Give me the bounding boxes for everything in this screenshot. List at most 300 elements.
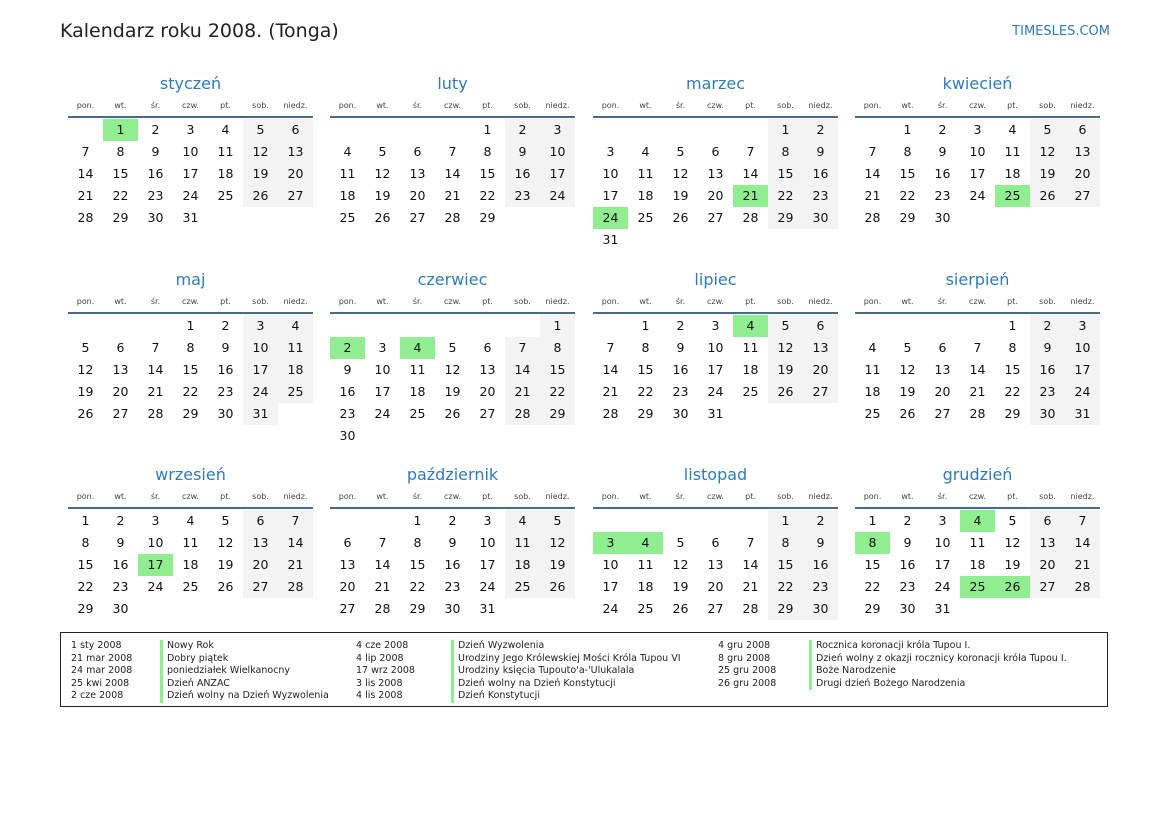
day-cell: 7 (81, 144, 90, 159)
empty-cell (663, 510, 698, 532)
month-calendar (68, 269, 313, 425)
weekday-label: sob. (514, 492, 531, 501)
empty-cell (208, 207, 243, 229)
day-cell: 21 (969, 384, 986, 399)
day-cell: 22 (77, 579, 94, 594)
day-cell: 17 (243, 359, 278, 381)
day-cell: 24 (540, 185, 575, 207)
weekday-label: sob. (1039, 101, 1056, 110)
day-cell: 3 (973, 122, 982, 137)
day-cell: 17 (934, 557, 951, 572)
weekday-label: pt. (220, 492, 231, 501)
weekday-label: czw. (969, 492, 986, 501)
weekday-label: czw. (182, 101, 199, 110)
day-cell: 5 (1008, 513, 1017, 528)
day-cell: 8 (186, 340, 195, 355)
day-cell: 11 (969, 535, 986, 550)
day-cell: 19 (374, 188, 391, 203)
day-cell: 12 (540, 532, 575, 554)
day-cell: 29 (768, 207, 803, 229)
day-cell: 6 (711, 535, 720, 550)
week-row (855, 163, 1100, 185)
empty-cell (243, 207, 278, 229)
day-cell: 17 (374, 384, 391, 399)
day-cell: 3 (938, 513, 947, 528)
day-cell: 13 (707, 557, 724, 572)
day-grid (855, 510, 1100, 620)
day-cell: 28 (444, 210, 461, 225)
weekday-label: śr. (937, 297, 948, 306)
day-cell: 16 (803, 163, 838, 185)
day-cell: 25 (409, 406, 426, 421)
weekday-label: wt. (901, 101, 914, 110)
day-cell: 7 (448, 144, 457, 159)
weekday-label: pt. (1007, 297, 1018, 306)
day-cell: 9 (505, 141, 540, 163)
week-row (68, 315, 313, 337)
empty-cell (330, 119, 365, 141)
empty-cell (540, 425, 575, 447)
day-cell: 26 (243, 185, 278, 207)
day-cell: 25 (960, 576, 995, 598)
day-cell: 2 (676, 318, 685, 333)
page-title: Kalendarz roku 2008. (Tonga) (60, 20, 339, 42)
month-name: kwiecień (942, 74, 1013, 93)
day-cell: 5 (540, 510, 575, 532)
empty-cell (505, 315, 540, 337)
week-row (68, 337, 313, 359)
day-cell: 13 (803, 337, 838, 359)
day-cell: 20 (409, 188, 426, 203)
site-link[interactable]: TIMESLES.COM (1012, 24, 1110, 39)
day-cell: 1 (868, 513, 877, 528)
day-cell: 7 (746, 144, 755, 159)
month-calendar (330, 269, 575, 447)
day-cell: 29 (899, 210, 916, 225)
day-cell: 14 (444, 166, 461, 181)
weekday-header (68, 490, 313, 504)
day-cell: 5 (448, 340, 457, 355)
weekday-label: pon. (601, 492, 620, 501)
day-grid (593, 119, 838, 251)
day-cell: 16 (672, 362, 689, 377)
month-calendar (593, 464, 838, 620)
day-cell: 8 (855, 532, 890, 554)
day-cell: 30 (803, 598, 838, 620)
week-row (593, 403, 838, 425)
weekday-label: wt. (114, 297, 127, 306)
day-cell: 12 (374, 166, 391, 181)
day-cell: 5 (221, 513, 230, 528)
day-cell: 29 (409, 601, 426, 616)
day-cell: 3 (151, 513, 160, 528)
weekday-header (855, 295, 1100, 309)
month-name: maj (175, 270, 206, 289)
weekday-label: pt. (482, 492, 493, 501)
legend-date: 26 gru 2008 (718, 677, 777, 689)
day-cell: 30 (672, 406, 689, 421)
week-row (330, 141, 575, 163)
day-cell: 2 (221, 318, 230, 333)
legend-date-column (718, 640, 776, 690)
empty-cell (173, 598, 208, 620)
weekday-label: niedz. (545, 297, 570, 306)
week-row (330, 598, 575, 620)
day-cell: 27 (339, 601, 356, 616)
weekday-label: wt. (376, 101, 389, 110)
week-row (330, 185, 575, 207)
day-cell: 23 (803, 185, 838, 207)
week-row (68, 381, 313, 403)
day-cell: 13 (278, 141, 313, 163)
day-cell: 26 (444, 406, 461, 421)
day-cell: 12 (243, 141, 278, 163)
weekday-label: czw. (444, 297, 461, 306)
day-cell: 8 (540, 337, 575, 359)
day-cell: 17 (602, 579, 619, 594)
day-cell: 20 (339, 579, 356, 594)
day-cell: 30 (217, 406, 234, 421)
day-cell: 21 (278, 554, 313, 576)
day-cell: 26 (374, 210, 391, 225)
day-cell: 29 (479, 210, 496, 225)
day-cell: 31 (707, 406, 724, 421)
week-row (855, 337, 1100, 359)
weekday-label: pon. (76, 297, 95, 306)
header-rule (593, 312, 838, 314)
day-cell: 9 (938, 144, 947, 159)
empty-cell (365, 510, 400, 532)
day-cell: 23 (934, 188, 951, 203)
day-cell: 23 (339, 406, 356, 421)
empty-cell (768, 403, 803, 425)
day-cell: 14 (374, 557, 391, 572)
weekday-label: śr. (675, 492, 686, 501)
day-cell: 11 (182, 535, 199, 550)
empty-cell (698, 510, 733, 532)
empty-cell (663, 229, 698, 251)
day-cell: 9 (803, 532, 838, 554)
day-cell: 9 (221, 340, 230, 355)
day-cell: 14 (77, 166, 94, 181)
weekday-label: wt. (639, 297, 652, 306)
month-calendar (593, 269, 838, 425)
weekday-label: czw. (182, 297, 199, 306)
day-cell: 12 (444, 362, 461, 377)
weekday-label: pt. (1007, 101, 1018, 110)
week-row (68, 510, 313, 532)
empty-cell (628, 119, 663, 141)
empty-cell (995, 207, 1030, 229)
day-cell: 13 (243, 532, 278, 554)
day-cell: 8 (81, 535, 90, 550)
day-cell: 2 (448, 513, 457, 528)
day-cell: 27 (479, 406, 496, 421)
empty-cell (243, 598, 278, 620)
day-cell: 12 (672, 166, 689, 181)
day-cell: 29 (77, 601, 94, 616)
day-cell: 30 (339, 428, 356, 443)
day-cell: 17 (138, 554, 173, 576)
day-cell: 20 (479, 384, 496, 399)
week-row (593, 532, 838, 554)
day-cell: 16 (217, 362, 234, 377)
day-cell: 7 (151, 340, 160, 355)
day-cell: 20 (1065, 163, 1100, 185)
weekday-label: pon. (338, 297, 357, 306)
weekday-label: sob. (777, 101, 794, 110)
day-cell: 29 (112, 210, 129, 225)
day-cell: 15 (768, 163, 803, 185)
day-cell: 14 (602, 362, 619, 377)
day-cell: 17 (707, 362, 724, 377)
day-cell: 25 (505, 576, 540, 598)
day-cell: 19 (217, 557, 234, 572)
week-row (330, 510, 575, 532)
weekday-header (330, 490, 575, 504)
weekday-label: niedz. (808, 101, 833, 110)
weekday-label: pt. (220, 297, 231, 306)
day-cell: 23 (147, 188, 164, 203)
empty-cell (505, 425, 540, 447)
weekday-header (855, 490, 1100, 504)
header-rule (330, 312, 575, 314)
week-row (593, 315, 838, 337)
week-row (855, 359, 1100, 381)
day-cell: 15 (899, 166, 916, 181)
empty-cell (855, 119, 890, 141)
day-cell: 22 (899, 188, 916, 203)
empty-cell (960, 207, 995, 229)
day-cell: 24 (969, 188, 986, 203)
empty-cell (628, 229, 663, 251)
day-cell: 25 (339, 210, 356, 225)
holiday-legend (60, 632, 1108, 707)
day-cell: 24 (602, 601, 619, 616)
weekday-label: śr. (150, 492, 161, 501)
day-grid (593, 510, 838, 620)
empty-cell (733, 510, 768, 532)
day-cell: 25 (637, 601, 654, 616)
weekday-label: niedz. (545, 492, 570, 501)
week-row (593, 554, 838, 576)
day-cell: 24 (593, 207, 628, 229)
month-calendar (330, 464, 575, 620)
day-cell: 8 (413, 535, 422, 550)
day-cell: 24 (374, 406, 391, 421)
weekday-label: pon. (863, 297, 882, 306)
empty-cell (628, 510, 663, 532)
legend-holiday-name: Urodziny Jego Królewskiej Mości Króla Tupou VI (458, 652, 681, 664)
day-cell: 1 (413, 513, 422, 528)
legend-holiday-name: Rocznica koronacji króla Tupou I. (816, 640, 971, 651)
week-row (330, 163, 575, 185)
day-cell: 4 (343, 144, 352, 159)
day-cell: 19 (1004, 557, 1021, 572)
empty-cell (435, 425, 470, 447)
day-cell: 15 (112, 166, 129, 181)
day-cell: 26 (899, 406, 916, 421)
day-cell: 4 (186, 513, 195, 528)
day-cell: 13 (409, 166, 426, 181)
empty-cell (400, 119, 435, 141)
day-cell: 9 (151, 144, 160, 159)
empty-cell (505, 207, 540, 229)
day-cell: 13 (479, 362, 496, 377)
day-cell: 21 (742, 579, 759, 594)
weekday-label: pt. (482, 101, 493, 110)
day-cell: 13 (1065, 141, 1100, 163)
day-cell: 10 (969, 144, 986, 159)
day-cell: 12 (77, 362, 94, 377)
day-cell: 18 (505, 554, 540, 576)
day-cell: 28 (77, 210, 94, 225)
weekday-label: sob. (514, 297, 531, 306)
day-cell: 31 (182, 210, 199, 225)
day-cell: 25 (742, 384, 759, 399)
day-cell: 11 (742, 340, 759, 355)
week-row (855, 532, 1100, 554)
day-cell: 7 (746, 535, 755, 550)
day-cell: 30 (899, 601, 916, 616)
weekday-label: czw. (969, 101, 986, 110)
day-cell: 15 (768, 554, 803, 576)
day-cell: 18 (278, 359, 313, 381)
weekday-label: pon. (76, 492, 95, 501)
empty-cell (68, 119, 103, 141)
empty-cell (960, 598, 995, 620)
legend-holiday-name: poniedziałek Wielkanocny (167, 665, 291, 677)
day-cell: 16 (505, 163, 540, 185)
week-row (593, 576, 838, 598)
day-cell: 12 (899, 362, 916, 377)
empty-cell (803, 403, 838, 425)
weekday-label: pt. (220, 101, 231, 110)
weekday-label: śr. (675, 101, 686, 110)
day-cell: 9 (448, 535, 457, 550)
day-cell: 4 (628, 532, 663, 554)
day-cell: 10 (479, 535, 496, 550)
weekday-label: pt. (745, 297, 756, 306)
day-cell: 10 (602, 557, 619, 572)
day-cell: 11 (1004, 144, 1021, 159)
empty-cell (540, 207, 575, 229)
weekday-label: niedz. (1070, 492, 1095, 501)
day-grid (68, 510, 313, 620)
day-cell: 13 (112, 362, 129, 377)
month-calendar (330, 73, 575, 229)
week-row (68, 119, 313, 141)
day-cell: 24 (182, 188, 199, 203)
day-cell: 1 (903, 122, 912, 137)
day-cell: 9 (676, 340, 685, 355)
day-cell: 27 (112, 406, 129, 421)
day-cell: 22 (768, 185, 803, 207)
weekday-label: sob. (252, 101, 269, 110)
day-cell: 7 (1065, 510, 1100, 532)
day-cell: 18 (1004, 166, 1021, 181)
day-cell: 9 (116, 535, 125, 550)
day-cell: 15 (77, 557, 94, 572)
day-cell: 31 (1065, 403, 1100, 425)
day-cell: 20 (803, 359, 838, 381)
weekday-label: wt. (639, 492, 652, 501)
month-calendar (593, 73, 838, 251)
day-cell: 16 (803, 554, 838, 576)
empty-cell (208, 598, 243, 620)
day-cell: 29 (1004, 406, 1021, 421)
day-cell: 6 (278, 119, 313, 141)
day-cell: 20 (112, 384, 129, 399)
weekday-label: śr. (937, 101, 948, 110)
day-cell: 1 (540, 315, 575, 337)
weekday-label: sob. (514, 101, 531, 110)
day-cell: 31 (243, 403, 278, 425)
day-cell: 2 (330, 337, 365, 359)
day-cell: 10 (602, 166, 619, 181)
day-cell: 27 (278, 185, 313, 207)
day-cell: 30 (1030, 403, 1065, 425)
month-name: wrzesień (155, 465, 226, 484)
empty-cell (138, 315, 173, 337)
week-row (593, 119, 838, 141)
day-cell: 8 (903, 144, 912, 159)
day-cell: 21 (444, 188, 461, 203)
day-cell: 27 (707, 210, 724, 225)
day-grid (330, 510, 575, 620)
empty-cell (138, 598, 173, 620)
day-cell: 20 (707, 579, 724, 594)
empty-cell (733, 403, 768, 425)
day-cell: 27 (409, 210, 426, 225)
day-cell: 17 (182, 166, 199, 181)
day-cell: 11 (864, 362, 881, 377)
week-row (68, 403, 313, 425)
legend-date: 3 lis 2008 (356, 677, 403, 689)
day-cell: 14 (742, 166, 759, 181)
week-row (855, 381, 1100, 403)
day-cell: 22 (112, 188, 129, 203)
week-row (68, 554, 313, 576)
day-cell: 15 (409, 557, 426, 572)
weekday-header (593, 295, 838, 309)
day-cell: 28 (374, 601, 391, 616)
day-cell: 19 (77, 384, 94, 399)
week-row (593, 510, 838, 532)
week-row (593, 207, 838, 229)
weekday-label: czw. (707, 297, 724, 306)
week-row (855, 185, 1100, 207)
month-name: lipiec (694, 270, 737, 289)
week-row (68, 163, 313, 185)
day-cell: 9 (803, 141, 838, 163)
day-cell: 18 (742, 362, 759, 377)
day-cell: 14 (278, 532, 313, 554)
weekday-label: sob. (777, 492, 794, 501)
day-cell: 8 (1008, 340, 1017, 355)
day-cell: 6 (116, 340, 125, 355)
day-cell: 3 (606, 144, 615, 159)
day-cell: 29 (182, 406, 199, 421)
weekday-header (330, 99, 575, 113)
week-row (593, 359, 838, 381)
day-cell: 13 (1030, 532, 1065, 554)
day-cell: 15 (182, 362, 199, 377)
day-cell: 1 (768, 510, 803, 532)
weekday-label: niedz. (1070, 101, 1095, 110)
day-cell: 16 (112, 557, 129, 572)
day-cell: 31 (602, 232, 619, 247)
